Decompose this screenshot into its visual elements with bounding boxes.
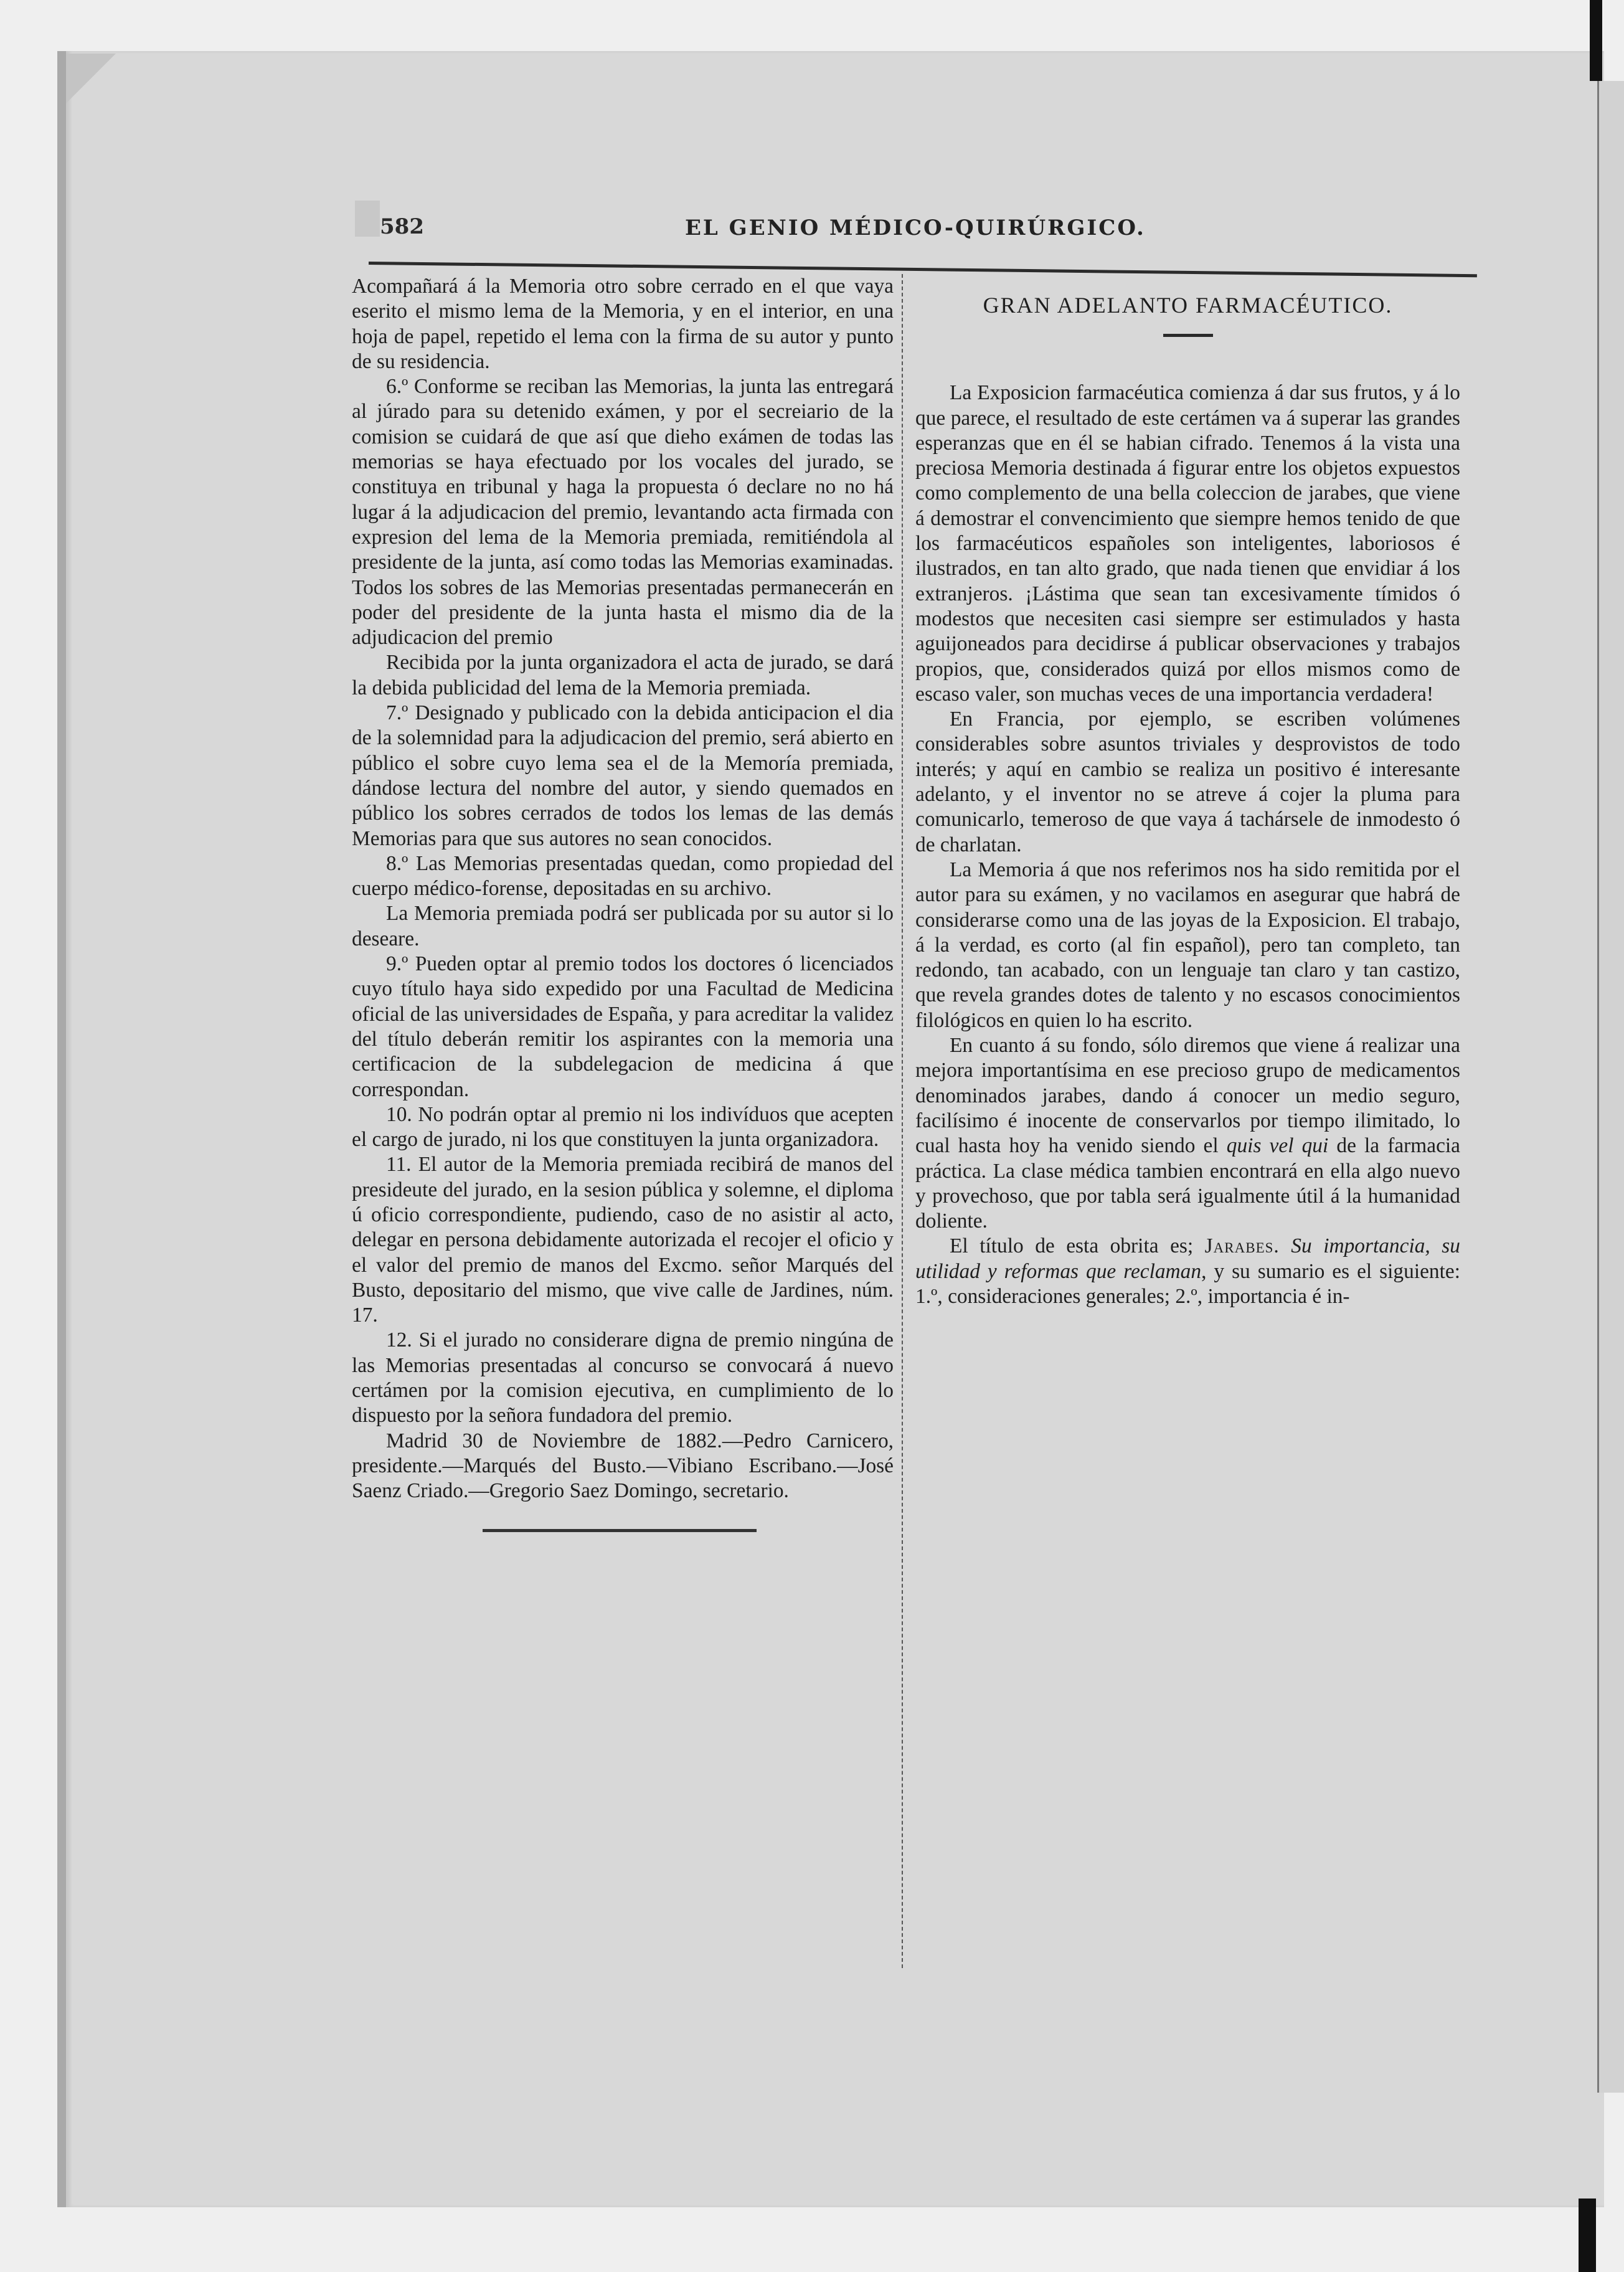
- adjacent-page-edge: [1597, 81, 1624, 2093]
- text-run: de la farmacia práctica. La clase médica tambien encontrará en ella algo nuevo y provechoso, que por tabla será igualmente útil á la humanidad doliente.: [915, 1134, 1460, 1233]
- paragraph-article-7: 7.º Designado y publicado con la debida anticipacion el dia de la solemnidad para la adjudicacion del premio, será abierto en público el sobre cuyo lema sea el de la Memoría premiada, dándose lectura del nombre del autor, y siendo quemados en público los sobres cerrados de todos los lemas de las demás Memorias para que sus autores no sean conocidos.: [352, 701, 894, 850]
- left-column: [352, 274, 894, 1532]
- paragraph-article-10: 10. No podrán optar al premio ni los indivíduos que acepten el cargo de jurado, ni los que constituyen la junta organizadora.: [352, 1102, 894, 1152]
- bleed-through-mark: [355, 201, 380, 237]
- book-subtitle-italic: Su importancia, su utilidad y reformas que reclaman: [915, 1234, 1460, 1283]
- italic-phrase: quis vel qui: [1226, 1134, 1329, 1158]
- paragraph-article-9: 9.º Pueden optar al premio todos los doctores ó licenciados cuyo título haya sido expedido por una Facultad de Medicina oficial de las universidades de España, y para acreditar la validez del título deberán remitir los aspirantes con la memoria una certificacion de la subdelegacion de medicina á que correspondan.: [352, 952, 894, 1101]
- text-run: , y su sumario es el siguiente: 1.º, consideraciones generales; 2.º, importancia é in-: [915, 1259, 1460, 1308]
- paragraph: [915, 1234, 1460, 1309]
- section-end-rule: [483, 1529, 757, 1532]
- paragraph: La Memoria premiada podrá ser publicada por su autor si lo deseare.: [352, 902, 894, 950]
- paragraph-article-6: 6.º Conforme se reciban las Memorias, la junta las entregará al júrado para su detenido exámen, y por el secreiario de la comision se cuidará de que así que dieho exámen de todas las memorias se haya efectuado por los vocales del jurado, se constituya en tribunal y haga la propuesta ó declare no no há lugar á la adjudicacion del premio, levantando acta firmada con expresion del lema de la Memoria premiada, remitiéndola al presidente de la junta, así como todas las Memorias examinadas. Todos los sobres de las Memorias presentadas permanecerán en poder del presidente de la junta hasta el mismo dia de la adjudicacion del premio: [352, 375, 894, 650]
- book-title-smallcaps: Jarabes.: [1204, 1234, 1280, 1258]
- journal-title: EL GENIO MÉDICO-QUIRÚRGICO.: [685, 215, 1146, 240]
- paragraph: Recibida por la junta organizadora el acta de jurado, se dará la debida publicidad del lema de la Memoria premiada.: [352, 651, 894, 699]
- signature-paragraph: Madrid 30 de Noviembre de 1882.—Pedro Carnicero, presidente.—Marqués del Busto.—Vibiano Escribano.—José Saenz Criado.—Gregorio Saez Domingo, secretario.: [352, 1429, 894, 1503]
- page-corner-fold: [66, 54, 116, 103]
- paragraph: En Francia, por ejemplo, se escriben volúmenes considerables sobre asuntos triviales y desprovistos de todo interés; y aquí en cambio se realiza un positivo é interesante adelanto, y el inventor no se atreve á cojer la pluma para comunicarlo, temeroso de que vaya á tachársele de inmodesto ó de charlatan.: [915, 708, 1460, 856]
- paragraph: La Exposicion farmacéutica comienza á dar sus frutos, y á lo que parece, el resultado de este certámen va á superar las grandes esperanzas que en él se habian cifrado. Tenemos á la vista una preciosa Memoria destinada á figurar entre los objetos expuestos como complemento de una bella coleccion de jarabes, que viene á demostrar el convencimiento que siempre hemos tenido de que los farmacéuticos españoles son inteligentes, laboriosos é ilustrados, en tan alto grado, que nada tienen que envidiar á los extranjeros. ¡Lástima que sean tan excesivamente tímidos ó modestos que necesiten casi siempre ser estimulados y hasta aguijoneados para decidirse á publicar observaciones y trabajos propios, que, considerados quizá por ellos mismos como de escaso valer, son muchas veces de una importancia verdadera!: [915, 381, 1460, 706]
- article-title: GRAN ADELANTO FARMACÉUTICO.: [983, 293, 1393, 318]
- running-header: [355, 212, 1463, 249]
- binding-gap-top: [1590, 0, 1602, 81]
- paragraph: Acompañará á la Memoria otro sobre cerrado en el que vaya eserito el mismo lema de la Memoria, y en el interior, en una hoja de papel, repetido el lema con la firma de su autor y punto de su residencia.: [352, 275, 894, 373]
- paragraph: La Memoria á que nos referimos nos ha sido remitida por el autor para su exámen, y no vacilamos en asegurar que habrá de considerarse como una de las joyas de la Exposicion. El trabajo, á la verdad, es corto (al fin español), pero tan completo, tan redondo, tan acabado, con un lenguaje tan claro y tan castizo, que revela grandes dotes de talento y no escasos conocimientos filológicos en quien lo ha escrito.: [915, 858, 1460, 1032]
- paragraph: [915, 1033, 1460, 1234]
- paragraph-article-11: 11. El autor de la Memoria premiada recibirá de manos del presideute del jurado, en la sesion pública y solemne, el diploma ú oficio correspondiente, pudiendo, caso de no asistir al acto, delegar en persona debidamente autorizada el recojer el oficio y el valor del premio de manos del Excmo. señor Marqués del Busto, depositario del mismo, que vive calle de Jardines, núm. 17.: [352, 1153, 894, 1327]
- title-rule: [1163, 334, 1213, 337]
- text-run: El título de esta obrita es;: [950, 1234, 1205, 1258]
- binding-gap-bottom: [1579, 2199, 1596, 2272]
- right-column: [915, 274, 1460, 1309]
- column-divider: [902, 274, 903, 1968]
- paragraph-article-12: 12. Si el jurado no considerare digna de premio ningúna de las Memorias presentadas al concurso se convocará á nuevo certámen por la comision ejecutiva, en cumplimiento de lo dispuesto por la señora fundadora del premio.: [352, 1328, 894, 1427]
- page-number: 582: [380, 214, 424, 239]
- text-run: En cuanto á su fondo, sólo diremos que viene á realizar una mejora importantísima en ese precioso grupo de medicamentos denominados jarabes, dando á conocer un medio seguro, facilísimo é inocente de conservarlos por tiempo ilimitado, lo cual hasta hoy ha venido siendo el: [915, 1034, 1460, 1158]
- paragraph-article-8: 8.º Las Memorias presentadas quedan, como propiedad del cuerpo médico-forense, depositadas en su archivo.: [352, 851, 894, 901]
